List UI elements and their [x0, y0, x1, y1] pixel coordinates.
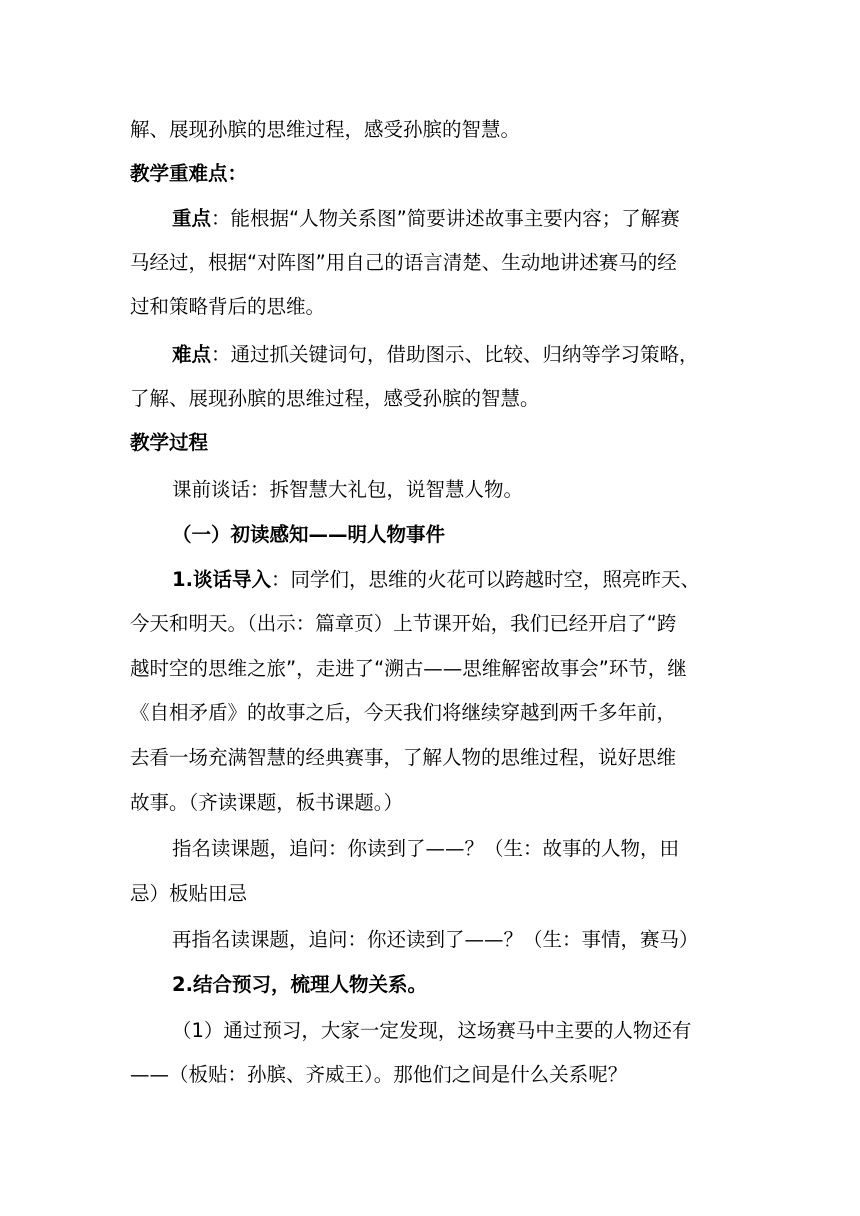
key-point-text: ：能根据“人物关系图”简要讲述故事主要内容；了解赛 [211, 207, 680, 230]
paragraph-line [172, 340, 750, 370]
paragraph-line: 今天和明天。（出示：篇章页）上节课开始，我们已经开启了“跨 [130, 612, 677, 635]
paragraph-line: ——（板贴：孙膑、齐威王）。那他们之间是什么关系呢？ [130, 1063, 628, 1086]
paragraph-line [172, 565, 750, 595]
paragraph-line [172, 204, 750, 234]
paragraph-line: 解、展现孙膑的思维过程，感受孙膑的智慧。 [130, 118, 521, 141]
section-heading-key-difficult-points: 教学重难点： [130, 162, 248, 185]
paragraph-line: 课前谈话：拆智慧大礼包，说智慧人物。 [172, 478, 524, 501]
paragraph-line: 去看一场充满智慧的经典赛事，了解人物的思维过程，说好思维 [130, 746, 677, 769]
paragraph-line: （1）通过预习，大家一定发现，这场赛马中主要的人物还有 [172, 1019, 692, 1042]
key-point-label: 重点 [172, 207, 212, 230]
intro-step-label: 1.谈话导入 [172, 568, 271, 591]
paragraph-line: 《自相矛盾》的故事之后，今天我们将继续穿越到两千多年前， [130, 701, 677, 724]
paragraph-line: 越时空的思维之旅”，走进了“溯古——思维解密故事会”环节，继 [130, 657, 687, 680]
intro-step-text: ：同学们，思维的火花可以跨越时空，照亮昨天、 [270, 568, 700, 591]
paragraph-line: 故事。（齐读课题，板书课题。） [130, 791, 404, 814]
paragraph-line: 指名读课题，追问：你读到了——？（生：故事的人物，田 [172, 837, 680, 860]
subsection-heading-step-two: 2.结合预习，梳理人物关系。 [172, 973, 427, 996]
difficult-point-label: 难点 [172, 343, 212, 366]
difficult-point-text: ：通过抓关键词句，借助图示、比较、归纳等学习策略， [211, 343, 699, 366]
paragraph-line: 忌）板贴田忌 [130, 882, 248, 905]
subsection-heading-part-one: （一）初读感知——明人物事件 [172, 523, 446, 546]
section-heading-teaching-process: 教学过程 [130, 431, 209, 454]
paragraph-line: 再指名读课题，追问：你还读到了——？（生：事情，赛马） [172, 928, 699, 951]
paragraph-line: 马经过，根据“对阵图”用自己的语言清楚、生动地讲述赛马的经 [130, 251, 677, 274]
paragraph-line: 过和策略背后的思维。 [130, 295, 326, 318]
paragraph-line: 了解、展现孙膑的思维过程，感受孙膑的智慧。 [130, 387, 540, 410]
